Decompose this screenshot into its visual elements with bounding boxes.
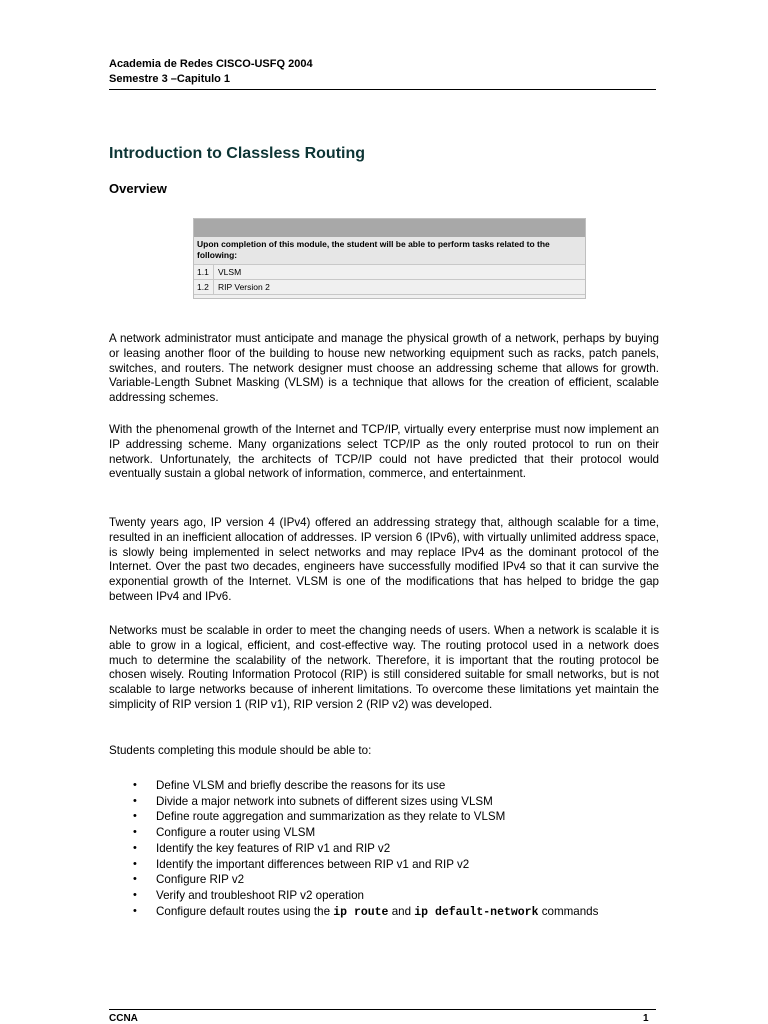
bullet-icon: • [133, 779, 137, 791]
page-number: 1 [643, 1013, 649, 1024]
objective-number: 1.1 [194, 265, 214, 279]
code-ip-default-network: ip default-network [414, 905, 539, 919]
code-ip-route: ip route [333, 905, 389, 919]
list-item [109, 841, 669, 857]
objectives-table [193, 218, 586, 299]
body-paragraph: With the phenomenal growth of the Internet and TCP/IP, virtually every enterprise must now implement an IP addressing scheme. Many organizations select TCP/IP as the only routed protocol to run on their network. Unfortunately, the architects of TCP/IP could not have predicted that their protocol would eventually sustain a global network of information, commerce, and entertainment. [109, 423, 659, 481]
body-paragraph: Twenty years ago, IP version 4 (IPv4) offered an addressing strategy that, although scalable for a time, resulted in an inefficient allocation of addresses. IP version 6 (IPv6), with virtually unlimited address space, is slowly being implemented in select networks and may replace IPv4 as the dominant protocol of the Internet. Over the past two decades, engineers have successfully modified IPv4 so that it can survive the exponential growth of the Internet. VLSM is one of the modifications that has helped to bridge the gap between IPv4 and IPv6. [109, 516, 659, 603]
bullet-icon: • [133, 810, 137, 823]
list-item [109, 857, 669, 873]
objectives-row [194, 265, 585, 280]
objective-text: RIP Version 2 [218, 282, 270, 292]
list-item [109, 794, 669, 810]
list-item [109, 809, 669, 825]
list-item-text: Define VLSM and briefly describe the reasons for its use [156, 779, 446, 792]
list-item-text: commands [538, 904, 599, 918]
objective-text: VLSM [218, 267, 242, 277]
list-item [109, 778, 669, 794]
body-paragraph: A network administrator must anticipate and manage the physical growth of a network, perhaps by buying or leasing another floor of the building to house new networking equipment such as racks, patch panels, switches, and routers. The network designer must choose an addressing scheme that allows for growth. Variable-Length Subnet Masking (VLSM) is a technique that allows for the creation of efficient, scalable addressing schemes. [109, 332, 659, 405]
objectives-intro: Upon completion of this module, the student will be able to perform tasks related to the following: [194, 237, 585, 265]
page-header [109, 57, 656, 87]
list-item [109, 872, 669, 888]
bullet-icon: • [133, 888, 137, 901]
objective-number: 1.2 [194, 280, 214, 294]
list-item-text: Identify the important differences between RIP v1 and RIP v2 [156, 857, 470, 871]
bullet-icon: • [133, 857, 137, 870]
bullet-icon: • [133, 904, 137, 917]
section-heading: Overview [109, 181, 167, 196]
list-item-text: and [388, 904, 415, 918]
page-title: Introduction to Classless Routing [109, 145, 366, 162]
list-item-text: Configure RIP v2 [156, 873, 245, 887]
list-item-text: Identify the key features of RIP v1 and RIP v2 [156, 841, 391, 855]
objectives-list [109, 778, 669, 920]
header-line-2: Semestre 3 –Capitulo 1 [109, 73, 231, 85]
objectives-row [194, 280, 585, 295]
list-item-text: Divide a major network into subnets of different sizes using VLSM [156, 794, 493, 808]
list-item [109, 904, 669, 921]
list-item-text: Configure default routes using the [156, 904, 334, 918]
bullet-icon: • [133, 873, 137, 886]
bullet-icon: • [133, 826, 137, 839]
bullet-icon: • [133, 841, 137, 854]
list-item-text: Configure a router using VLSM [156, 826, 316, 840]
body-paragraph: Networks must be scalable in order to meet the changing needs of users. When a network is scalable it is able to grow in a logical, efficient, and cost-effective way. The routing protocol used in a network does much to determine the scalability of the network. Therefore, it is important that the routing protocol be chosen wisely. Routing Information Protocol (RIP) is still considered suitable for small networks, but is not scalable to large networks because of inherent limitations. To overcome these limitations yet maintain the simplicity of RIP version 1 (RIP v1), RIP version 2 (RIP v2) was developed. [109, 624, 659, 711]
list-item [109, 825, 669, 841]
list-item-text: Verify and troubleshoot RIP v2 operation [156, 888, 364, 902]
header-line-1: Academia de Redes CISCO-USFQ 2004 [109, 58, 313, 70]
objectives-header-bar [194, 219, 585, 237]
list-item [109, 888, 669, 904]
footer-label: CCNA [109, 1013, 138, 1024]
footer-divider [109, 1009, 656, 1010]
header-divider [109, 89, 656, 90]
bullet-icon: • [133, 794, 137, 807]
list-item-text: Define route aggregation and summarization as they relate to VLSM [156, 810, 506, 824]
list-intro: Students completing this module should be able to: [109, 744, 372, 757]
